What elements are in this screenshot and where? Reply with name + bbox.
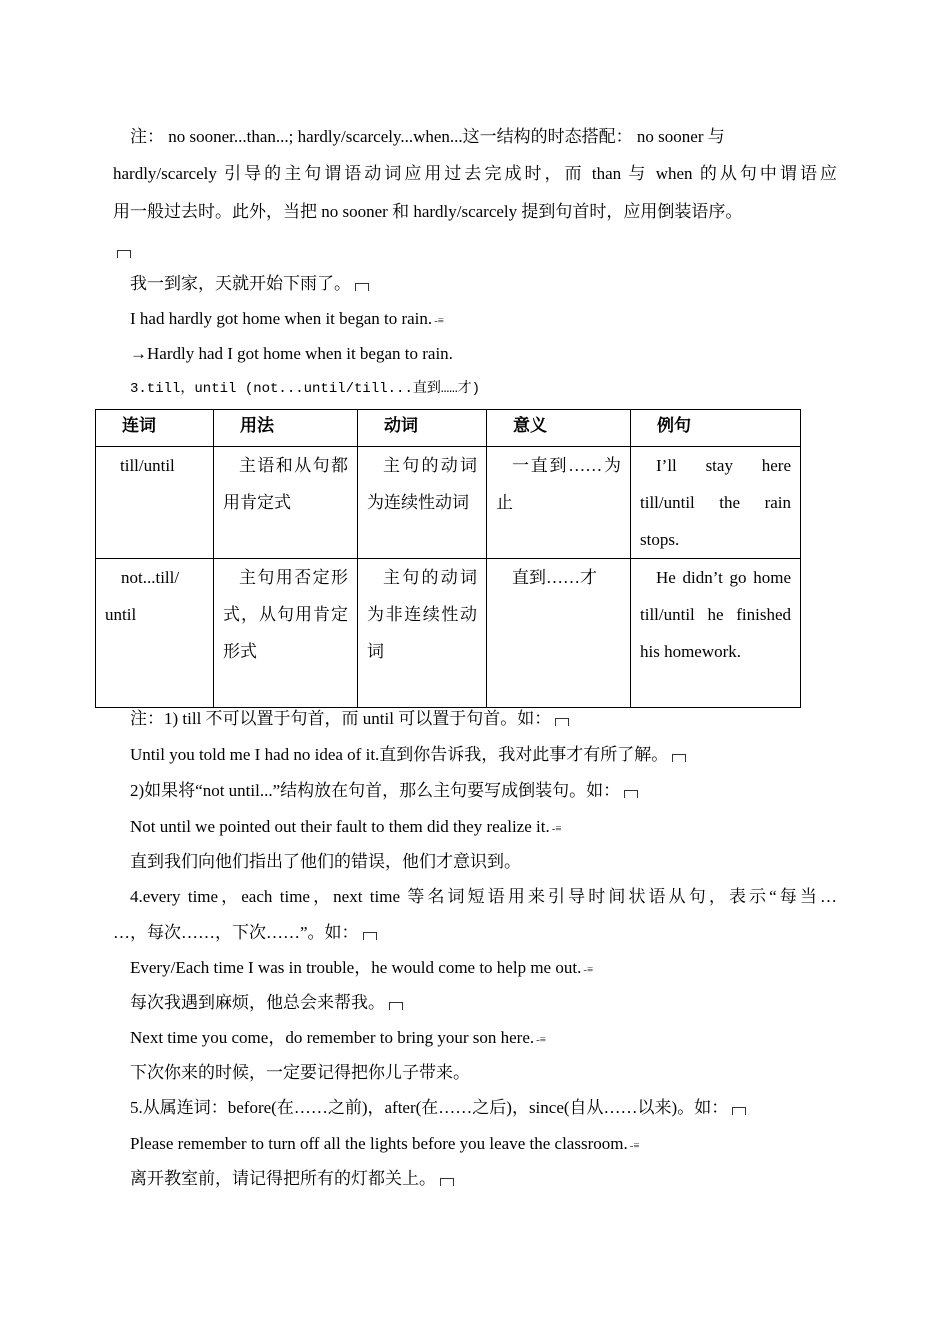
cell-example: I’ll stay here till/until the rain stops. (631, 447, 801, 559)
paragraph-mark (113, 240, 131, 262)
note1-line1: 注： no sooner...than...; hardly/scarcely...when...这一结构的时态搭配： no sooner 与 (130, 127, 725, 146)
cell-conj: not...till/ until (96, 559, 214, 708)
table-header-row (96, 410, 801, 447)
table-row (96, 447, 801, 559)
cell-meaning: 直到……才 (487, 559, 631, 708)
header-cell: 动词 (358, 410, 487, 447)
note2-line2: Until you told me I had no idea of it.直到你告诉我，我对此事才有所了解。 (130, 744, 686, 766)
table-row (96, 559, 801, 708)
line-break-mark-icon: -≡ (434, 315, 445, 327)
example1-inverted: →Hardly had I got home when it began to rain. (130, 344, 453, 363)
header-cell: 连词 (96, 410, 214, 447)
cell-example: He didn’t go home till/until he finished his homework. (631, 559, 801, 708)
section4-line2: …，每次……，下次……”。如： (113, 922, 377, 944)
section5-ex-en: Please remember to turn off all the lights before you leave the classroom. -≡ (130, 1133, 640, 1157)
return-mark-icon (440, 1178, 454, 1186)
line-break-mark-icon: -≡ (536, 1034, 546, 1046)
return-mark-icon (672, 754, 686, 762)
section4-ex2-cn: 下次你来的时候，一定要记得把你儿子带来。 (130, 1063, 470, 1082)
conjunction-table (95, 409, 801, 708)
header-cell: 意义 (487, 410, 631, 447)
section5-ex-cn: 离开教室前，请记得把所有的灯都关上。 (130, 1168, 454, 1190)
section4-line1: 4.every time，each time，next time 等名词短语用来引导时间状语从句，表示“每当… (130, 887, 837, 906)
section4-ex2-en: Next time you come，do remember to bring your son here. -≡ (130, 1027, 546, 1051)
note2-line1: 注：1) till 不可以置于句首，而 until 可以置于句首。如： (130, 708, 569, 730)
cell-usage: 主语和从句都用肯定式 (214, 447, 358, 559)
return-mark-icon (732, 1107, 746, 1115)
return-mark-icon (363, 932, 377, 940)
return-mark-icon (355, 283, 369, 291)
section3-heading: 3.till，until (not...until/till...直到……才) (130, 381, 481, 397)
line-break-mark-icon: -≡ (551, 823, 562, 835)
note1-line2: hardly/scarcely 引导的主句谓语动词应用过去完成时，而 than 与 when 的从句中谓语应 (113, 164, 837, 183)
cell-verb: 主句的动词为连续性动词 (358, 447, 487, 559)
line-break-mark-icon: -≡ (629, 1140, 640, 1152)
line-break-mark-icon: -≡ (583, 964, 594, 976)
section4-ex1-en: Every/Each time I was in trouble，he would come to help me out. -≡ (130, 957, 593, 981)
section5-line1: 5.从属连词：before(在……之前)，after(在……之后)，since(自从……以来)。如： (130, 1097, 746, 1119)
example1-cn: 我一到家，天就开始下雨了。 (130, 273, 369, 295)
cell-meaning: 一直到……为止 (487, 447, 631, 559)
section4-ex1-cn: 每次我遇到麻烦，他总会来帮我。 (130, 992, 403, 1014)
cell-verb: 主句的动词为非连续性动词 (358, 559, 487, 708)
return-mark-icon (117, 250, 131, 258)
return-mark-icon (555, 718, 569, 726)
example1-en: I had hardly got home when it began to rain. -≡ (130, 308, 444, 332)
arrow-icon: → (130, 344, 147, 363)
return-mark-icon (624, 790, 638, 798)
cell-conj: till/until (96, 447, 214, 559)
header-cell: 用法 (214, 410, 358, 447)
header-cell: 例句 (631, 410, 801, 447)
note2-line4: Not until we pointed out their fault to them did they realize it. -≡ (130, 816, 562, 840)
note1-line3: 用一般过去时。此外，当把 no sooner 和 hardly/scarcely 提到句首时，应用倒装语序。 (113, 202, 743, 221)
return-mark-icon (389, 1002, 403, 1010)
cell-usage: 主句用否定形式，从句用肯定形式 (214, 559, 358, 708)
note2-line5: 直到我们向他们指出了他们的错误，他们才意识到。 (130, 852, 521, 871)
note2-line3: 2)如果将“not until...”结构放在句首，那么主句要写成倒装句。如： (130, 780, 638, 802)
